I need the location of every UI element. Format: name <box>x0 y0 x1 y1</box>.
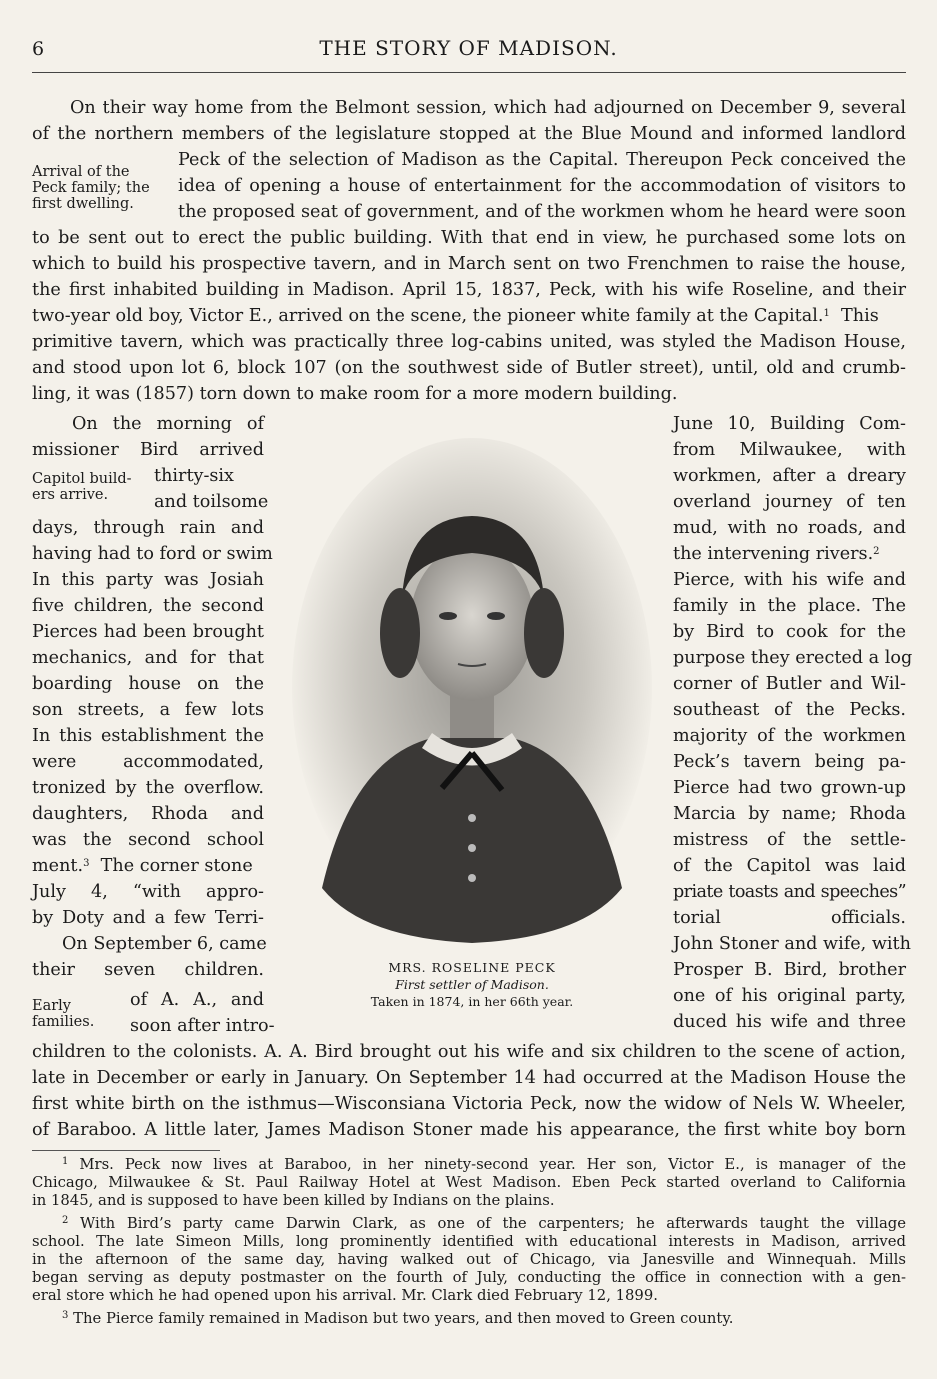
sidenote-early-families <box>32 998 94 1030</box>
text-line: children to the colonists. A. A. Bird brought out his wife and six children to the scene of action, <box>32 1042 906 1062</box>
text-span: ment. <box>32 856 84 876</box>
sidenote-line: Arrival of the <box>32 164 130 180</box>
text-line: Peck’s tavern being pa- <box>673 752 906 772</box>
text-line: mistress of the settle- <box>673 830 906 850</box>
footnote-mark: 3 <box>83 858 90 869</box>
text-span: The corner stone <box>100 856 253 876</box>
text-line: by Bird to cook for the <box>673 622 906 642</box>
sidenote-arrival <box>32 164 150 212</box>
sidenote-line: first dwelling. <box>32 196 134 212</box>
text-line <box>673 541 906 567</box>
text-line: overland journey of ten <box>673 492 906 512</box>
text-line: southeast of the Pecks. <box>673 700 906 720</box>
text-line: five children, the second <box>32 596 264 616</box>
text-span: two-year old boy, Victor E., arrived on the scene, the pioneer white family at the Capital. <box>32 306 824 326</box>
text-line: the proposed seat of government, and of the workmen whom he heard were soon <box>178 202 906 222</box>
text-line: On their way home from the Belmont session, which had adjourned on December 9, several <box>70 98 906 118</box>
text-line: soon after intro- <box>130 1016 275 1036</box>
text-line: Marcia by name; Rhoda <box>673 804 906 824</box>
text-line: majority of the workmen <box>673 726 906 746</box>
sidenote-line: Early <box>32 998 71 1014</box>
text-line: Pierces had been brought <box>32 622 264 642</box>
footnote-line <box>32 1156 906 1173</box>
text-line: of the Capitol was laid <box>673 856 906 876</box>
text-line: duced his wife and three <box>673 1012 906 1032</box>
footnote-mark: 2 <box>873 546 880 557</box>
text-line: ling, it was (1857) torn down to make room for a more modern building. <box>32 384 678 404</box>
running-title: THE STORY OF MADISON. <box>319 36 618 60</box>
footnote-line: school. The late Simeon Mills, long prominently identified with educational interests in Madison, arrived <box>32 1233 906 1250</box>
text-line: to be sent out to erect the public building. With that end in view, he purchased some lots on <box>32 228 906 248</box>
sidenote-capitol <box>32 471 132 503</box>
text-line: one of his original party, <box>673 986 906 1006</box>
text-line: workmen, after a dreary <box>673 466 906 486</box>
text-span: This <box>841 306 879 326</box>
text-line: In this establishment the <box>32 726 264 746</box>
text-line: John Stoner and wife, with <box>673 934 911 954</box>
portrait-image <box>282 418 662 948</box>
text-line: purpose they erected a log <box>673 648 913 668</box>
footnote-line: eral store which he had opened upon his arrival. Mr. Clark died February 12, 1899. <box>32 1287 658 1304</box>
text-line: which to build his prospective tavern, and in March sent on two Frenchmen to raise the house, <box>32 254 906 274</box>
text-line: and toilsome <box>154 492 269 512</box>
footnote-rule <box>32 1150 220 1151</box>
text-line: late in December or early in January. On September 14 had occurred at the Madison House the <box>32 1068 906 1088</box>
text-line: son streets, a few lots <box>32 700 264 720</box>
footnote-line <box>32 1310 906 1327</box>
footnote-line: in 1845, and is supposed to have been killed by Indians on the plains. <box>32 1192 555 1209</box>
footnote-line: began serving as deputy postmaster on the fourth of July, conducting the office in connection with a gen- <box>32 1269 906 1286</box>
text-line: In this party was Josiah <box>32 570 264 590</box>
text-line: Prosper B. Bird, brother <box>673 960 906 980</box>
text-line: of Baraboo. A little later, James Madison Stoner made his appearance, the first white boy born <box>32 1120 906 1140</box>
text-line <box>32 303 906 329</box>
page-number: 6 <box>32 38 45 60</box>
text-line: tronized by the overflow. <box>32 778 264 798</box>
footnote-mark: 1 <box>62 1156 69 1167</box>
text-line: torial officials. <box>673 908 906 928</box>
text-line: Peck of the selection of Madison as the Capital. Thereupon Peck conceived the <box>178 150 906 170</box>
text-line: corner of Butler and Wil- <box>673 674 906 694</box>
text-line: On the morning of <box>72 414 264 434</box>
text-line: July 4, “with appro- <box>32 882 264 902</box>
text-line: the first inhabited building in Madison. April 15, 1837, Peck, with his wife Roseline, and their <box>32 280 906 300</box>
footnote-line <box>32 1215 906 1232</box>
text-line: thirty-six <box>154 466 234 486</box>
text-line: Pierce had two grown-up <box>673 778 906 798</box>
text-line: was the second school <box>32 830 264 850</box>
sidenote-line: Capitol build- <box>32 471 132 487</box>
caption-title: MRS. ROSELINE PECK <box>388 960 556 975</box>
text-line: their seven children. <box>32 960 264 980</box>
text-line: and stood upon lot 6, block 107 (on the southwest side of Butler street), until, old and crumb- <box>32 358 906 378</box>
text-line: Pierce, with his wife and <box>673 570 906 590</box>
text-line: daughters, Rhoda and <box>32 804 264 824</box>
text-line: by Doty and a few Terri- <box>32 908 264 928</box>
caption-subtitle: First settler of Madison. <box>395 977 549 992</box>
text-line: first white birth on the isthmus—Wisconsiana Victoria Peck, now the widow of Nels W. Wheeler, <box>32 1094 906 1114</box>
text-line: idea of opening a house of entertainment for the accommodation of visitors to <box>178 176 906 196</box>
text-line: June 10, Building Com- <box>673 414 906 434</box>
text-span: With Bird’s party came Darwin Clark, as one of the carpenters; he afterwards taught the village <box>80 1215 906 1232</box>
text-line: were accommodated, <box>32 752 264 772</box>
sidenote-line: ers arrive. <box>32 487 109 503</box>
text-span: Mrs. Peck now lives at Baraboo, in her ninety-second year. Her son, Victor E., is manager of the <box>79 1156 906 1173</box>
text-line: having had to ford or swim <box>32 544 273 564</box>
sidenote-line: families. <box>32 1014 95 1030</box>
footnote-mark: 1 <box>823 308 830 319</box>
footnote-mark: 2 <box>62 1215 69 1226</box>
header-rule <box>32 72 906 73</box>
footnote-line: Chicago, Milwaukee & St. Paul Railway Hotel at West Madison. Eben Peck started overland to California <box>32 1174 906 1191</box>
text-line: from Milwaukee, with <box>673 440 906 460</box>
text-line: family in the place. The <box>673 596 906 616</box>
text-line <box>32 853 264 879</box>
text-line: of the northern members of the legislature stopped at the Blue Mound and informed landlord <box>32 124 906 144</box>
footnote-mark: 3 <box>62 1310 69 1321</box>
text-line: of A. A., and <box>130 990 264 1010</box>
text-line: boarding house on the <box>32 674 264 694</box>
text-line: primitive tavern, which was practically three log-cabins united, was styled the Madison House, <box>32 332 906 352</box>
text-line: mechanics, and for that <box>32 648 264 668</box>
text-line: days, through rain and <box>32 518 264 538</box>
sidenote-line: Peck family; the <box>32 180 150 196</box>
text-line: On September 6, came <box>62 934 267 954</box>
footnote-line: in the afternoon of the same day, having walked out of Chicago, via Janesville and Winnequah. Mills <box>32 1251 906 1268</box>
text-line: missioner Bird arrived <box>32 440 264 460</box>
caption-date: Taken in 1874, in her 66th year. <box>370 994 574 1009</box>
text-span: the intervening rivers. <box>673 544 874 564</box>
text-line: mud, with no roads, and <box>673 518 906 538</box>
text-line: priate toasts and speeches” <box>673 882 906 902</box>
text-span: The Pierce family remained in Madison but two years, and then moved to Green county. <box>73 1310 734 1327</box>
